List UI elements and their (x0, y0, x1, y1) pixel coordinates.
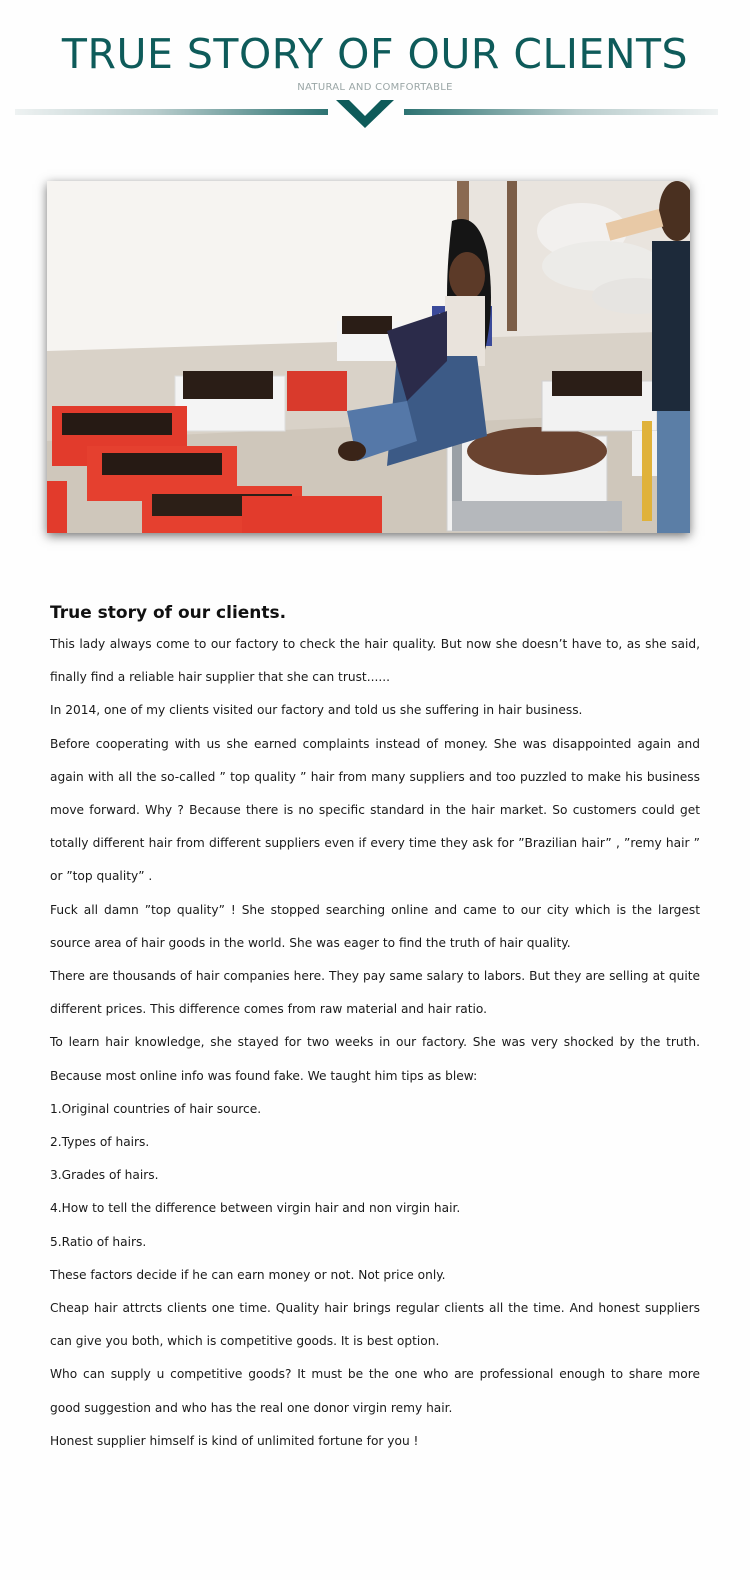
paragraph: Honest supplier himself is kind of unlimited fortune for you ! (50, 1433, 419, 1448)
list-item: 2.Types of hairs. (50, 1135, 150, 1150)
client-factory-photo (47, 181, 690, 533)
page-title: TRUE STORY OF OUR CLIENTS (61, 30, 689, 78)
article-heading: True story of our clients. (50, 603, 287, 623)
page-subtitle: NATURAL AND COMFORTABLE (297, 82, 453, 93)
paragraph: Who can supply u competitive goods? It must be the one who are professional enough to share more good suggestion and who has the real one donor virgin remy hair. (50, 1367, 700, 1415)
paragraph: Cheap hair attrcts clients one time. Quality hair brings regular clients all the time. And honest suppliers can give you both, which is competitive goods. It is best option. (50, 1301, 700, 1349)
paragraph: Before cooperating with us she earned complaints instead of money. She was disappointed again and again with all the so-called ” top quality ” hair from many suppliers and too puzzled to make his business move forward. Why ? Because there is no specific standard in the hair market. So customers could get totally different hair from different suppliers even if every time they ask for ”Brazilian hair” , ”remy hair ” or ”top quality” . (50, 736, 700, 884)
list-item: 5.Ratio of hairs. (50, 1234, 147, 1249)
paragraph: There are thousands of hair companies here. They pay same salary to labors. But they are selling at quite different prices. This difference comes from raw material and hair ratio. (50, 969, 700, 1017)
list-item: 4.How to tell the difference between virgin hair and non virgin hair. (50, 1201, 461, 1216)
paragraph: This lady always come to our factory to check the hair quality. But now she doesn’t have to, as she said, finally find a reliable hair supplier that she can trust...... (50, 637, 700, 685)
paragraph: In 2014, one of my clients visited our factory and told us she suffering in hair business. (50, 703, 583, 718)
story-article (50, 598, 700, 1458)
paragraph: Fuck all damn ”top quality” ! She stopped searching online and came to our city which is the largest source area of hair goods in the world. She was eager to find the truth of hair quality. (50, 902, 700, 950)
divider-left (15, 109, 328, 115)
list-item: 3.Grades of hairs. (50, 1168, 159, 1183)
divider-right (404, 109, 718, 115)
page-header (0, 0, 750, 140)
list-item: 1.Original countries of hair source. (50, 1101, 262, 1116)
factory-visit-photo-icon (47, 181, 690, 533)
chevron-down-icon (334, 100, 396, 130)
paragraph: These factors decide if he can earn money or not. Not price only. (50, 1267, 446, 1282)
paragraph: To learn hair knowledge, she stayed for two weeks in our factory. She was very shocked by the truth. Because most online info was found fake. We taught him tips as blew: (50, 1035, 700, 1083)
